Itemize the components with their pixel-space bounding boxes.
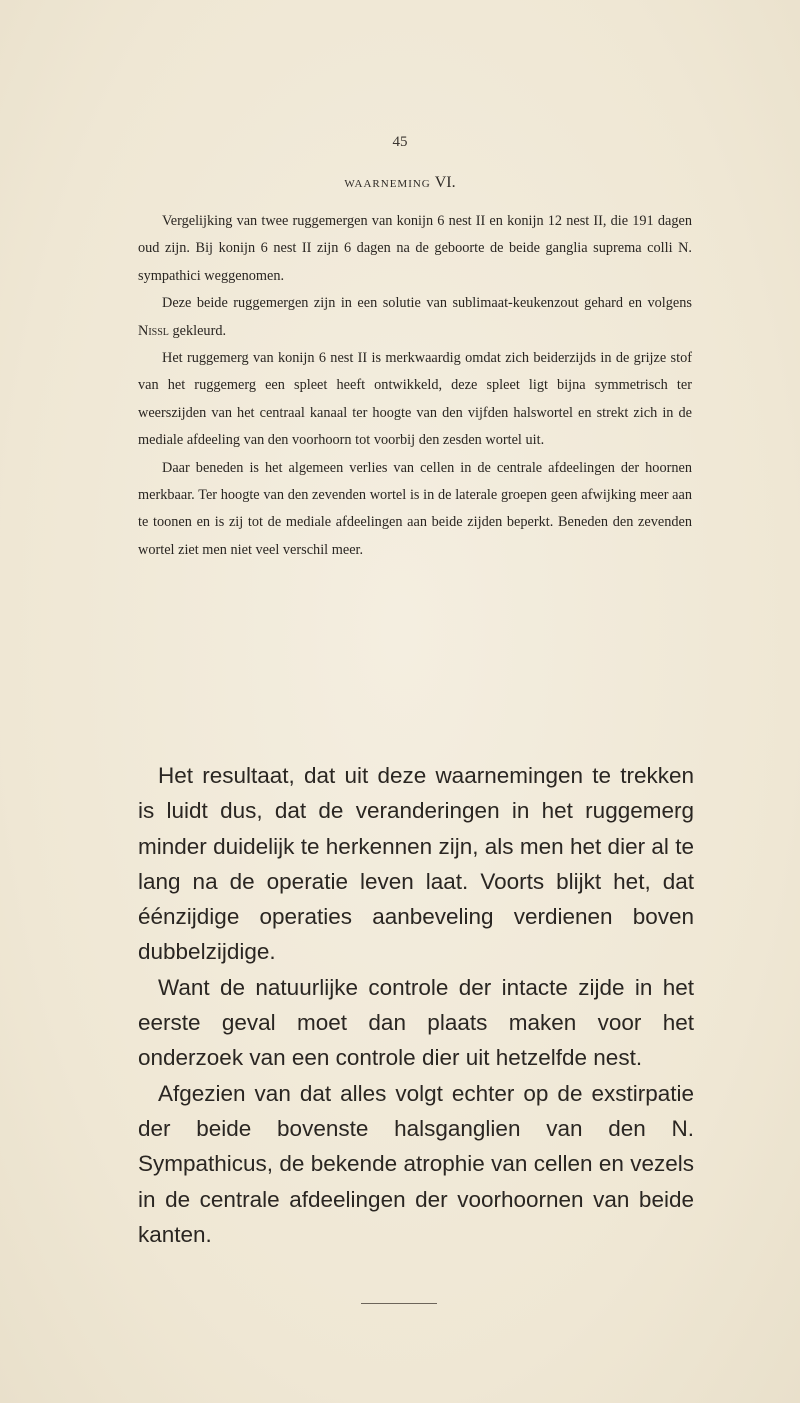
section-heading-numeral: VI. <box>434 174 456 191</box>
paragraph <box>138 290 692 345</box>
author-name: Nissl <box>138 322 169 339</box>
page-number: 45 <box>392 134 408 150</box>
paragraph: Vergelijking van twee ruggemergen van konijn 6 nest II en konijn 12 nest II, die 191 dagen oud zijn. Bij konijn 6 nest II zijn 6 dagen na de geboorte de beide ganglia suprema colli N. sympathici weggenomen. <box>138 213 692 284</box>
paragraph: Afgezien van dat alles volgt echter op de exstirpatie der beide bovenste halsganglien van den N. Sympathicus, de bekende atrophie van cellen en vezels in de centrale afdeelingen der voorhoornen van beide kanten. <box>138 1080 694 1247</box>
paragraph-text: Deze beide ruggemergen zijn in een solutie van sublimaat-keukenzout gehard en volgens <box>162 295 692 312</box>
paragraph: Daar beneden is het algemeen verlies van cellen in de centrale afdeelingen der hoornen merkbaar. Ter hoogte van den zevenden wortel is in de laterale groepen geen afwijking meer aan te toonen en is zij tot de mediale afdeelingen aan beide zijden beperkt. Beneden den zevenden wortel ziet men niet veel verschil meer. <box>138 459 692 558</box>
paragraph: Het resultaat, dat uit deze waarnemingen te trekken is luidt dus, dat de veranderingen in het ruggemerg minder duidelijk te herkennen zijn, als men het dier al te lang na de operatie leven laat. Voorts blijkt het, dat éénzijdige operaties aanbeveling verdienen boven dubbelzijdige. <box>138 763 694 965</box>
paragraph: Het ruggemerg van konijn 6 nest II is merkwaardig omdat zich beiderzijds in de grijze stof van het ruggemerg een spleet heeft ontwikkeld, deze spleet ligt bijna symmetrisch ter weerszijden van het centraal kanaal ter hoogte van den vijfden halswortel en strekt zich in de mediale afdeeling van den voorhoorn tot voorbij den zesden wortel uit. <box>138 350 692 449</box>
observation-text <box>138 208 692 564</box>
end-rule <box>361 1303 437 1304</box>
section-heading <box>0 174 800 192</box>
section-heading-label: WAARNEMING <box>344 178 431 190</box>
paragraph: Want de natuurlijke controle der intacte zijde in het eerste geval moet dan plaats maken voor het onderzoek van een controle dier uit hetzelfde nest. <box>138 974 694 1071</box>
conclusion-text <box>138 758 694 1252</box>
paragraph-text: gekleurd. <box>168 322 227 339</box>
